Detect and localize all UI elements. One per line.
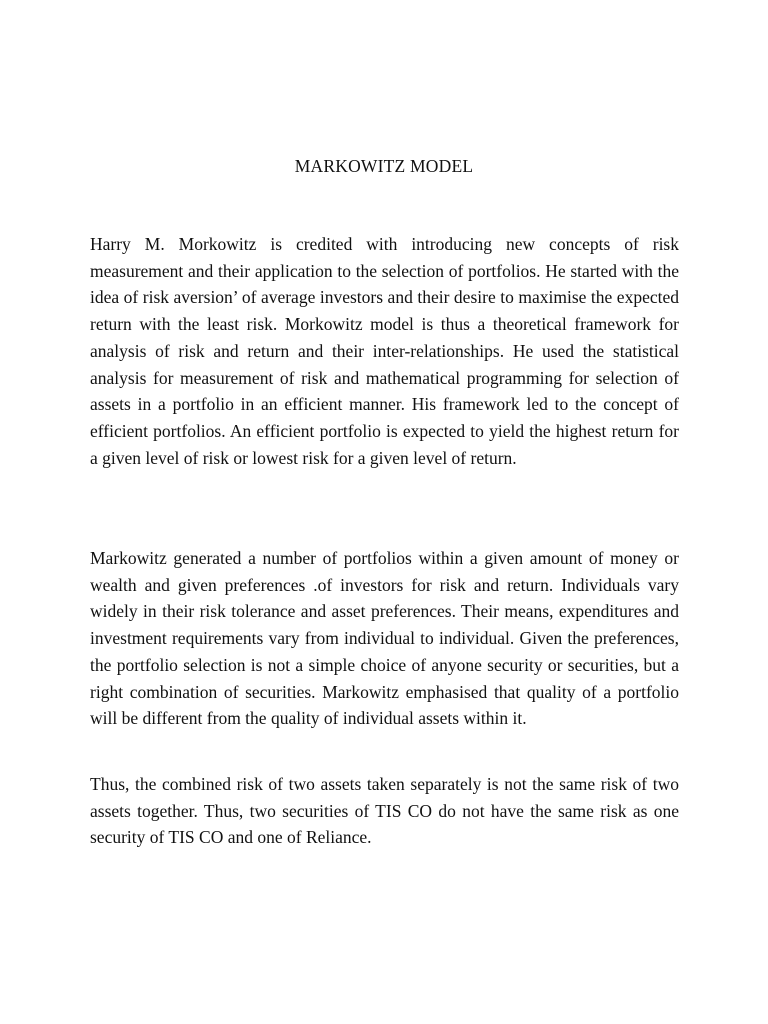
paragraph-portfolio-generation: Markowitz generated a number of portfolios within a given amount of money or wealth and given preferences .of investors for risk and return. Individuals vary widely in their risk tolerance and asset preferences. Their means, expenditures and investment requirements vary from individual to individual. Given the preferences, the portfolio selection is not a simple choice of anyone security or securities, but a right combination of securities. Markowitz emphasised that quality of a portfolio will be different from the quality of individual assets within it. xyxy=(90,548,679,729)
page-title: MARKOWITZ MODEL xyxy=(294,156,474,176)
paragraph-intro: Harry M. Morkowitz is credited with introducing new concepts of risk measurement and their application to the selection of portfolios. He started with the idea of risk aversion’ of average investors and their desire to maximise the expected return with the least risk. Morkowitz model is thus a theoretical framework for analysis of risk and return and their inter-relationships. He used the statistical analysis for measurement of risk and mathematical programming for selection of assets in a portfolio in an efficient manner. His framework led to the concept of efficient portfolios. An efficient portfolio is expected to yield the highest return for a given level of risk or lowest risk for a given level of return. xyxy=(90,234,679,468)
paragraph-combined-risk: Thus, the combined risk of two assets taken separately is not the same risk of two assets together. Thus, two securities of TIS CO do not have the same risk as one security of TIS CO and one of Reliance. xyxy=(90,774,679,848)
